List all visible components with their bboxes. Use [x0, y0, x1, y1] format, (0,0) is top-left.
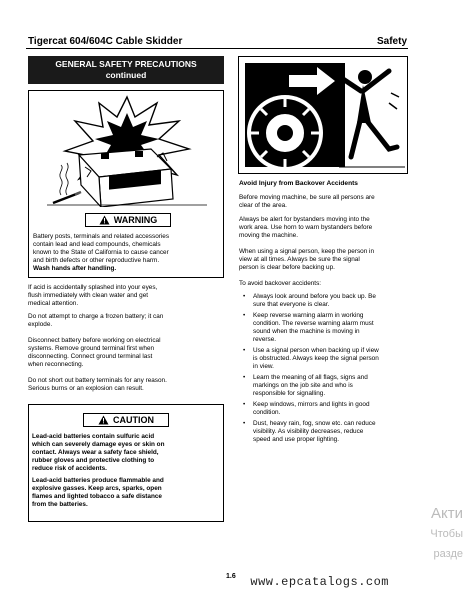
text-line: condition. The reverse warning alarm must [253, 320, 374, 327]
text-line: explode. [28, 321, 53, 328]
text-line: Do not attempt to charge a frozen battery; it can [28, 313, 164, 320]
text-line: To avoid backover accidents: [239, 280, 322, 287]
text-line: which can severely damage eyes or skin on [32, 441, 165, 448]
text-line: explosive gasses. Keep arcs, sparks, open [32, 485, 162, 492]
text-line: clear of the area. [239, 202, 287, 209]
text-line: Always be alert for bystanders moving into the [239, 216, 370, 223]
text-line: from the batteries. [32, 501, 88, 508]
banner-subtitle: continued [105, 70, 147, 80]
text-line: systems. Remove ground terminal first when [28, 345, 155, 352]
bullet-item [239, 312, 409, 344]
text-line: sure that everyone is clear. [253, 301, 330, 308]
text-line: sound when the machine is moving in [253, 328, 360, 335]
bullet-item [239, 401, 409, 417]
os-activation-overlay-line1: Акти [431, 505, 463, 522]
text-line: • Use a signal person when backing up if view [253, 347, 379, 354]
text-line: condition. [253, 409, 281, 416]
text-line: contact. Always wear a safety face shield, [32, 449, 159, 456]
paragraph-avoid-intro [239, 280, 409, 288]
paragraph-frozen-battery [28, 313, 224, 329]
text-line: Lead-acid batteries produce flammable and [32, 477, 164, 484]
text-line: Disconnect battery before working on electrical [28, 337, 161, 344]
warning-line: Wash hands after handling. [33, 265, 117, 272]
text-line: Do not short out battery terminals for any reason. [28, 377, 167, 384]
warning-line: and birth defects or other reproductive harm. [33, 257, 160, 264]
text-line: • Keep reverse warning alarm in working [253, 312, 364, 319]
text-line: markings on the job site and who is [253, 382, 353, 389]
text-line: medical attention. [28, 300, 79, 307]
text-line: If acid is accidentally splashed into your eyes, [28, 284, 158, 291]
text-line: reverse. [253, 336, 277, 343]
bullet-item [239, 420, 409, 444]
warning-triangle-icon [99, 215, 110, 225]
paragraph-short-terminals [28, 377, 224, 393]
backover-illustration-box [238, 56, 408, 174]
backover-bullet-list [239, 293, 409, 447]
warning-line: Battery posts, terminals and related accessories [33, 233, 170, 240]
text-line: moving the machine. [239, 232, 298, 239]
caution-paragraph-gasses [32, 477, 222, 509]
bullet-item [239, 293, 409, 309]
section-title: Safety [376, 36, 407, 47]
text-line: • Keep windows, mirrors and lights in good [253, 401, 370, 408]
text-line: visibility. As visibility decreases, reduce [253, 428, 364, 435]
warning-text [33, 233, 221, 273]
caution-triangle-icon [98, 415, 109, 425]
text-line: responsible for signalling. [253, 390, 326, 397]
text-line: speed and use proper lighting. [253, 436, 339, 443]
text-line: disconnecting. Connect ground terminal last [28, 353, 153, 360]
text-line: reduce risk of accidents. [32, 465, 107, 472]
caution-paragraph-acid [32, 433, 222, 473]
warning-label [85, 213, 171, 227]
header-rule [26, 48, 408, 49]
warning-line: known to the State of California to cause cancer [33, 249, 169, 256]
battery-explosion-illustration [39, 95, 215, 207]
paragraph-before-moving [239, 194, 409, 210]
text-line: • Dust, heavy rain, fog, snow etc. can reduce [253, 420, 376, 427]
text-line: flames and lighted tobacco a safe distance [32, 493, 162, 500]
backover-illustration [239, 57, 407, 173]
text-line: When using a signal person, keep the person in [239, 248, 374, 255]
watermark-url[interactable]: www.epcatalogs.com [250, 575, 389, 589]
os-activation-overlay-line3: разде [433, 548, 463, 560]
os-activation-overlay-line2: Чтобы [430, 528, 463, 540]
text-line: rubber gloves and protective clothing to [32, 457, 155, 464]
text-line: Serious burns or an explosion can result. [28, 385, 144, 392]
text-line: Before moving machine, be sure all persons are [239, 194, 375, 201]
banner-title: GENERAL SAFETY PRECAUTIONS [55, 59, 197, 69]
paragraph-disconnect [28, 337, 224, 369]
caution-box [28, 404, 224, 522]
page-number: 1.6 [226, 573, 236, 580]
paragraph-acid-eyes [28, 284, 224, 308]
text-line: when reconnecting. [28, 361, 84, 368]
warning-line: contain lead and lead compounds, chemicals [33, 241, 161, 248]
text-line: person is clear before backing up. [239, 264, 335, 271]
paragraph-bystanders [239, 216, 409, 240]
battery-warning-box [28, 90, 224, 278]
caution-label [83, 413, 169, 427]
bullet-item [239, 374, 409, 398]
text-line: flush immediately with clean water and get [28, 292, 149, 299]
text-line: work area. Use horn to warn bystanders before [239, 224, 373, 231]
paragraph-signal-person [239, 248, 409, 272]
text-line: in view. [253, 363, 274, 370]
text-line: view at all times. Always be sure the signal [239, 256, 360, 263]
backover-subtitle: Avoid Injury from Backover Accidents [239, 180, 358, 187]
bullet-item [239, 347, 409, 371]
text-line: • Always look around before you back up. Be [253, 293, 376, 300]
text-line: Lead-acid batteries contain sulfuric acid [32, 433, 155, 440]
document-title: Tigercat 604/604C Cable Skidder [28, 36, 183, 47]
section-banner [28, 56, 224, 84]
warning-label-text: WARNING [113, 215, 158, 225]
caution-label-text: CAUTION [113, 415, 154, 425]
text-line: • Learn the meaning of all flags, signs and [253, 374, 368, 381]
text-line: is obstructed. Always keep the signal person [253, 355, 379, 362]
